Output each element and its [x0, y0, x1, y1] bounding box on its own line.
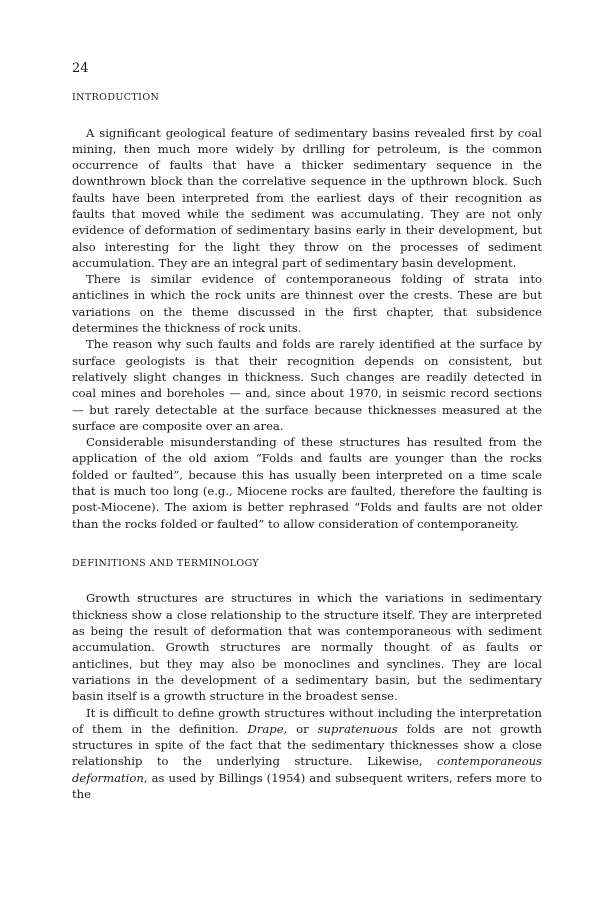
definitions-paragraph-2-text-1: It is difficult to define growth structures without including the interpretation of them in the definition. [72, 705, 542, 736]
term-supratenuous: supratenuous [317, 721, 398, 736]
term-drape: Drape [247, 721, 284, 736]
page-number: 24 [72, 61, 89, 76]
book-page [72, 62, 542, 802]
definitions-paragraph-2 [72, 705, 542, 803]
definitions-paragraph-1: Growth structures are structures in which the variations in sedimentary thickness show a close relationship to the structure itself. They are interpreted as being the result of deformation that was contemporaneous with sediment accumulation. Growth structures are normally thought of as faults or anticlines, but they may also be monoclines and synclines. They are local variations in the development of a sedimentary basin, but the sedimentary basin itself is a growth structure in the broadest sense. [72, 591, 542, 704]
intro-paragraph-2: There is similar evidence of contemporaneous folding of strata into anticlines in which the rock units are thinnest over the crests. These are but variations on the theme discussed in the first chapter, that subsidence determines the thickness of rock units. [72, 272, 542, 336]
definitions-paragraph-2-text-2: , or [283, 721, 318, 736]
section-heading-definitions: DEFINITIONS AND TERMINOLOGY [72, 557, 260, 569]
intro-paragraph-1: A significant geological feature of sedimentary basins revealed first by coal mining, then much more widely by drilling for petroleum, is the common occurrence of faults that have a thicker sedimentary sequence in the downthrown block than the correlative sequence in the upthrown block. Such faults have been interpreted from the earliest days of their recognition as faults that moved while the sediment was accumulating. They are not only evidence of deformation of sedimentary basins early in their development, but also interesting for the light they throw on the processes of sediment accumulation. They are an integral part of sedimentary basin development. [72, 125, 542, 270]
definitions-paragraph-2-text-4: , as used by Billings (1954) and subsequent writers, refers more to the [72, 770, 542, 801]
definitions-paragraph-2-text-3: folds are not growth structures in spite of the fact that the sedimentary thicknesses show a close relationship to the underlying structure. Likewise, [72, 721, 543, 769]
term-contemporaneous-deformation: contemporaneous deformation [72, 754, 542, 785]
intro-paragraph-3: The reason why such faults and folds are rarely identified at the surface by surface geologists is that their recognition depends on consistent, but relatively slight changes in thickness. Such changes are readily detected in coal mines and boreholes — and, since about 1970, in seismic record sections — but rarely detectable at the surface because thicknesses measured at the surface are composite over an area. [72, 337, 542, 433]
section-heading-introduction: INTRODUCTION [72, 92, 160, 103]
intro-paragraph-4: Considerable misunderstanding of these structures has resulted from the application of the old axiom “Folds and faults are younger than the rocks folded or faulted”, because this has usually been interpreted on a time scale that is much too long (e.g., Miocene rocks are faulted, therefore the faulting is post-Miocene). The axiom is better rephrased “Folds and faults are not older than the rocks folded or faulted” to allow consideration of contemporaneity. [72, 435, 542, 531]
